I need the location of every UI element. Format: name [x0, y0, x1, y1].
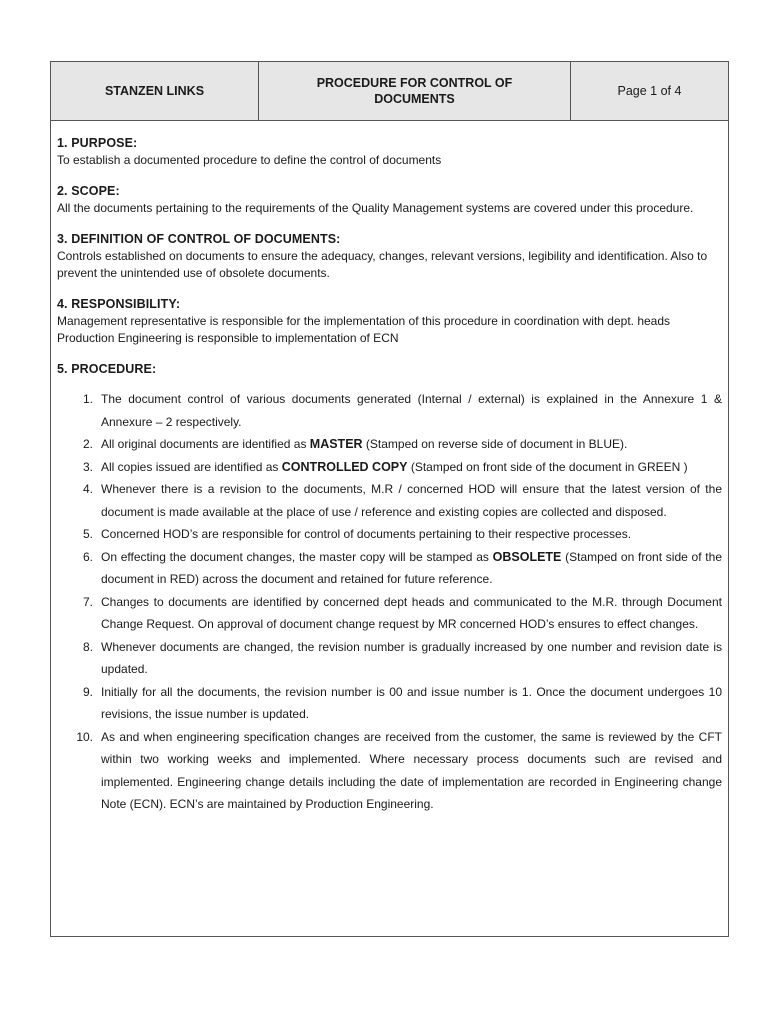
procedure-text-run: All copies issued are identified as: [101, 459, 282, 474]
section-procedure: [57, 361, 722, 816]
procedure-text-run: As and when engineering specification changes are received from the customer, the same is reviewed by the CFT within two working weeks and implemented. Where necessary process documents such are revised and implemented. Engineering change details including the date of implementation are recorded in Engineering change Note (ECN). ECN’s are maintained by Production Engineering.: [101, 729, 722, 811]
page-number: Page 1 of 4: [617, 84, 682, 98]
procedure-text-run: Whenever documents are changed, the revision number is gradually increased by one number and revision date is updated.: [101, 639, 722, 676]
procedure-item-text: [101, 456, 722, 479]
company-name: STANZEN LINKS: [51, 62, 259, 120]
procedure-item-text: [101, 433, 722, 456]
section-purpose: [57, 135, 722, 169]
procedure-item-text: [101, 523, 722, 546]
section-heading: 1. PURPOSE:: [57, 136, 138, 150]
procedure-item-number: 7.: [82, 594, 93, 609]
stamp-keyword: CONTROLLED COPY: [281, 459, 408, 474]
section-text: Controls established on documents to ensure the adequacy, changes, relevant versions, legibility and identification. Also to prevent the unintended use of obsolete documents.: [57, 249, 708, 280]
section-text: To establish a documented procedure to define the control of documents: [57, 153, 442, 167]
procedure-item-number: 8.: [82, 639, 93, 654]
procedure-item-number: 9.: [82, 684, 93, 699]
document-header: [51, 62, 728, 121]
procedure-item: [57, 681, 722, 726]
procedure-item-text: [101, 636, 722, 681]
section-text: All the documents pertaining to the requirements of the Quality Management systems are covered under this procedure.: [57, 201, 694, 215]
procedure-item: [57, 388, 722, 433]
procedure-item-text: [101, 591, 722, 636]
procedure-text-run: All original documents are identified as: [101, 437, 310, 451]
procedure-text-run: Concerned HOD’s are responsible for control of documents pertaining to their respective processes.: [101, 527, 632, 541]
procedure-item-number: 6.: [82, 549, 93, 564]
section-heading: 5. PROCEDURE:: [57, 362, 157, 376]
procedure-item: [57, 636, 722, 681]
procedure-item-text: [101, 726, 722, 816]
procedure-text-run: Whenever there is a revision to the documents, M.R / concerned HOD will ensure that the latest version of the document is made available at the place of use / reference and existing copies are collected and disposed.: [101, 482, 722, 519]
section-heading: 4. RESPONSIBILITY:: [57, 297, 181, 311]
procedure-item: [57, 456, 722, 479]
procedure-text-run: Changes to documents are identified by concerned dept heads and communicated to the M.R. through Document Change Request. On approval of document change request by MR concerned HOD’s ensures to effect changes.: [101, 594, 722, 631]
section-definition: [57, 231, 722, 282]
procedure-item: [57, 591, 722, 636]
procedure-item: [57, 433, 722, 456]
document-page: [50, 61, 729, 937]
procedure-item-number: 5.: [82, 527, 93, 541]
section-text: Production Engineering is responsible to implementation of ECN: [57, 331, 399, 345]
procedure-list: [57, 388, 722, 816]
procedure-item-text: [101, 388, 722, 433]
section-heading: 2. SCOPE:: [57, 184, 120, 198]
stamp-keyword: OBSOLETE: [492, 549, 562, 564]
procedure-item-text: [101, 681, 722, 726]
stamp-keyword: MASTER: [309, 437, 363, 451]
procedure-item-number: 4.: [82, 482, 93, 496]
procedure-item-text: [101, 478, 722, 523]
procedure-item-number: 3.: [82, 459, 93, 474]
section-text: Management representative is responsible for the implementation of this procedure in coordination with dept. heads: [57, 314, 671, 328]
procedure-text-run: (Stamped on reverse side of document in BLUE).: [362, 437, 628, 451]
procedure-item: [57, 478, 722, 523]
procedure-text-run: The document control of various documents generated (Internal / external) is explained in the Annexure 1 & Annexure – 2 respectively.: [101, 392, 722, 429]
document-body: [51, 121, 728, 816]
procedure-text-run: (Stamped on front side of the document in RED) across the document and retained for future reference.: [101, 549, 722, 586]
procedure-item-text: [101, 546, 722, 591]
procedure-item: [57, 546, 722, 591]
section-scope: [57, 183, 722, 217]
section-responsibility: [57, 296, 722, 347]
section-heading: 3. DEFINITION OF CONTROL OF DOCUMENTS:: [57, 232, 341, 246]
procedure-item-number: 10.: [76, 729, 93, 744]
procedure-item-number: 1.: [82, 392, 93, 406]
procedure-text-run: (Stamped on front side of the document in GREEN ): [407, 459, 688, 474]
procedure-item-number: 2.: [82, 437, 93, 451]
procedure-item: [57, 523, 722, 546]
procedure-text-run: On effecting the document changes, the master copy will be stamped as: [101, 549, 493, 564]
procedure-item: [57, 726, 722, 816]
document-title: PROCEDURE FOR CONTROL OF DOCUMENTS: [259, 62, 571, 120]
procedure-text-run: Initially for all the documents, the revision number is 00 and issue number is 1. Once the document undergoes 10 revisions, the issue number is updated.: [101, 684, 722, 721]
